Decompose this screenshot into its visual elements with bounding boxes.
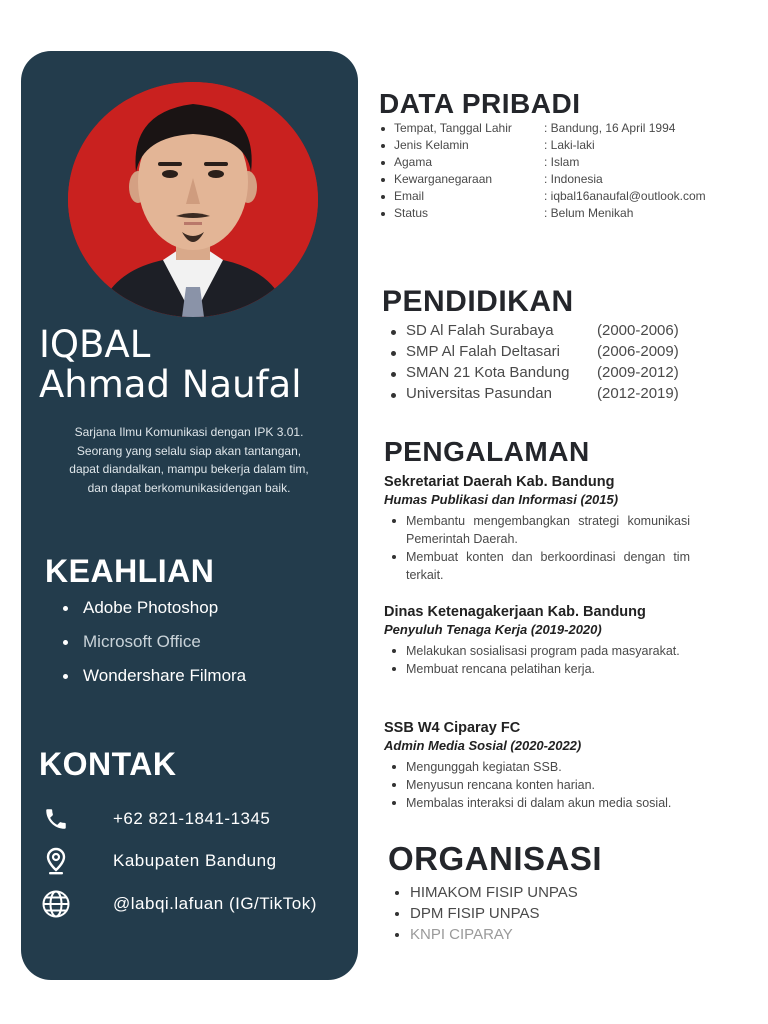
phone-icon [41,804,71,834]
profile-photo [68,82,318,317]
sidebar [21,51,358,980]
personal-value: : Indonesia [544,172,603,186]
last-name: Ahmad Naufal [39,363,302,406]
personal-row [380,172,760,189]
organization-item: KNPI CIPARAY [394,924,578,945]
summary-line: Seorang yang selalu siap akan tantangan, [76,443,302,458]
personal-label: Jenis Kelamin [394,138,469,152]
summary-line: dapat diandalkan, mampu bekerja dalam tim, [69,462,309,476]
first-name: IQBAL [39,323,151,366]
school-years: (2006-2009) [597,343,679,360]
skills-title: KEAHLIAN [45,553,215,589]
skill-item: Adobe Photoshop [63,596,246,630]
contact-social [41,889,317,919]
personal-label: Status [394,206,429,220]
experience-point: Membuat konten dan berkoordinasi dengan tim terkait. [384,548,690,584]
school-years: (2012-2019) [597,385,679,402]
contact-location-text: Kabupaten Bandung [113,851,277,870]
skills-list [63,596,246,698]
experience-point: Membantu mengembangkan strategi komunikasi Pemerintah Daerah. [384,512,690,548]
summary-line: Sarjana Ilmu Komunikasi dengan IPK 3.01. [74,425,304,439]
experience-item [384,603,690,678]
school-name: Universitas Pasundan [406,385,552,402]
personal-value: : Islam [544,155,580,169]
experience-item [384,719,690,812]
experience-role: Admin Media Sosial (2020-2022) [384,738,582,753]
organizations-list [394,882,578,945]
personal-row [380,121,760,138]
personal-label: Agama [394,155,433,169]
experience-org: SSB W4 Ciparay FC [384,720,521,736]
school-name: SMP Al Falah Deltasari [406,343,560,360]
experience-org: Sekretariat Daerah Kab. Bandung [384,474,615,490]
personal-value: : Laki-laki [544,138,595,152]
education-row [390,364,679,385]
experience-point: Melakukan sosialisasi program pada masyarakat. [384,642,690,660]
experience-point: Mengunggah kegiatan SSB. [384,758,690,776]
education-row [390,343,679,364]
organizations-title: ORGANISASI [388,840,603,877]
organization-item: HIMAKOM FISIP UNPAS [394,882,578,903]
experience-role: Humas Publikasi dan Informasi (2015) [384,492,619,507]
personal-value: : Bandung, 16 April 1994 [544,121,676,135]
experience-org: Dinas Ketenagakerjaan Kab. Bandung [384,604,646,620]
contact-phone [41,804,271,834]
education-row [390,322,679,343]
contact-title: KONTAK [39,746,177,782]
school-years: (2000-2006) [597,322,679,339]
personal-data-title: DATA PRIBADI [379,88,581,119]
personal-row [380,189,760,206]
personal-label: Tempat, Tanggal Lahir [394,121,512,135]
experience-title: PENGALAMAN [384,436,590,467]
personal-data-list [380,121,760,223]
personal-label: Email [394,189,425,203]
personal-label: Kewarganegaraan [394,172,493,186]
location-pin-icon [41,846,71,876]
personal-row [380,155,760,172]
contact-location [41,846,277,876]
skill-item: Microsoft Office [63,630,246,664]
contact-social-text[interactable]: @labqi.lafuan (IG/TikTok) [113,894,317,913]
person-portrait-icon [68,82,318,317]
globe-icon [41,889,71,919]
personal-value: : Belum Menikah [544,206,634,220]
school-years: (2009-2012) [597,364,679,381]
experience-point: Membuat rencana pelatihan kerja. [384,660,690,678]
contact-phone-text[interactable]: +62 821-1841-1345 [113,809,271,828]
school-name: SMAN 21 Kota Bandung [406,364,570,381]
education-title: PENDIDIKAN [382,285,574,318]
personal-row [380,138,760,155]
personal-row [380,206,760,223]
experience-role: Penyuluh Tenaga Kerja (2019-2020) [384,622,602,637]
experience-point: Membalas interaksi di dalam akun media sosial. [384,794,690,812]
education-list [390,322,679,406]
summary-line: dan dapat berkomunikasidengan baik. [87,480,291,495]
personal-email-value[interactable]: : iqbal16anaufal@outlook.com [544,189,706,203]
organization-item: DPM FISIP UNPAS [394,903,578,924]
school-name: SD Al Falah Surabaya [406,322,554,339]
skill-item: Wondershare Filmora [63,664,246,698]
experience-point: Menyusun rencana konten harian. [384,776,690,794]
experience-item [384,473,690,584]
education-row [390,385,679,406]
profile-summary [29,423,349,497]
